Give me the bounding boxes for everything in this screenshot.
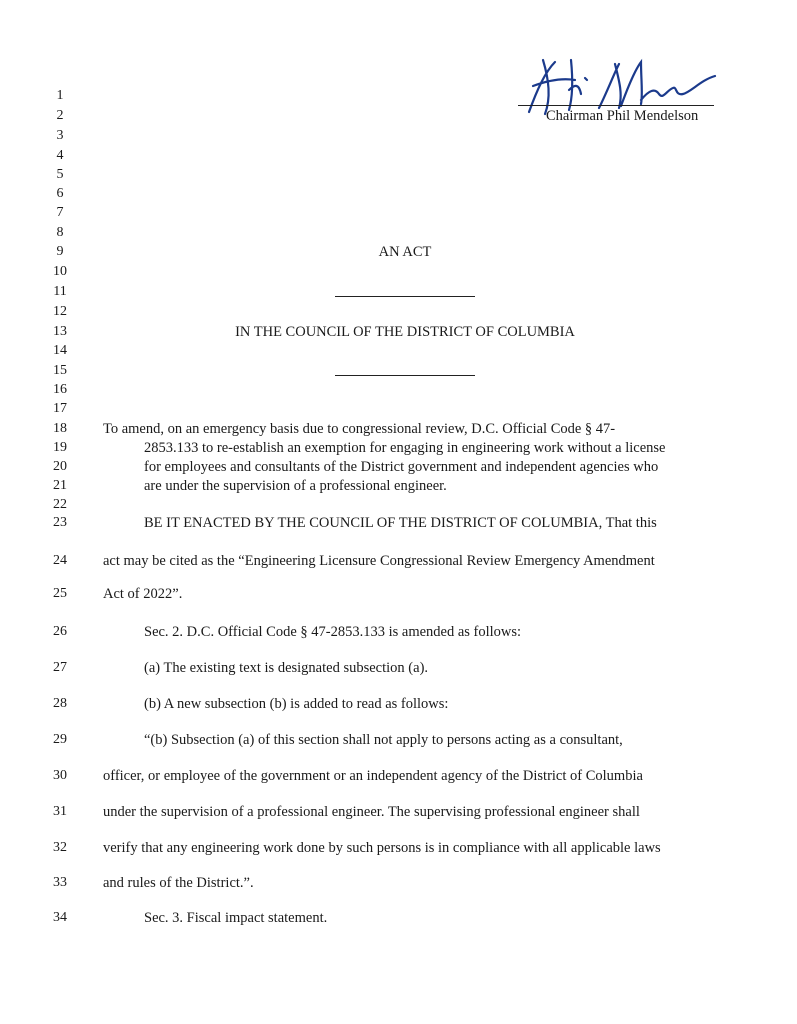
- line-number: 28: [53, 696, 67, 711]
- line-number: 16: [53, 382, 67, 397]
- line-number: 8: [56, 225, 64, 240]
- line-number: 12: [53, 304, 67, 319]
- signature-caption: Chairman Phil Mendelson: [546, 108, 699, 124]
- line-number: 1: [56, 88, 64, 103]
- line-number: 26: [53, 624, 67, 639]
- body-line: act may be cited as the “Engineering Licensure Congressional Review Emergency Amendment: [103, 553, 655, 569]
- line-number: 13: [53, 324, 67, 339]
- line-number: 18: [53, 421, 67, 436]
- body-line: Act of 2022”.: [103, 586, 183, 602]
- line-number: 3: [56, 128, 64, 143]
- section-heading: Sec. 2. D.C. Official Code § 47-2853.133 is amended as follows:: [144, 624, 522, 640]
- purpose-line: To amend, on an emergency basis due to congressional review, D.C. Official Code § 47-: [103, 421, 616, 437]
- header-rule: [335, 296, 475, 297]
- line-number: 2: [56, 108, 64, 123]
- line-number: 5: [56, 167, 64, 182]
- line-number: 25: [53, 586, 67, 601]
- purpose-line: 2853.133 to re-establish an exemption for engaging in engineering work without a license: [144, 440, 666, 456]
- body-line: (a) The existing text is designated subsection (a).: [144, 660, 429, 676]
- council-heading: IN THE COUNCIL OF THE DISTRICT OF COLUMBIA: [235, 324, 575, 340]
- line-number: 33: [53, 875, 67, 890]
- line-number: 22: [53, 497, 67, 512]
- line-number: 14: [53, 343, 67, 358]
- line-number: 6: [56, 186, 64, 201]
- line-number: 34: [53, 910, 67, 925]
- body-line: verify that any engineering work done by such persons is in compliance with all applicable laws: [103, 840, 661, 856]
- line-number: 20: [53, 459, 67, 474]
- line-number: 9: [56, 244, 64, 259]
- purpose-line: for employees and consultants of the District government and independent agencies who: [144, 459, 659, 475]
- body-line: and rules of the District.”.: [103, 875, 254, 891]
- line-number: 19: [53, 440, 67, 455]
- section-heading: Sec. 3. Fiscal impact statement.: [144, 910, 328, 926]
- purpose-line: are under the supervision of a professional engineer.: [144, 478, 447, 494]
- body-line: under the supervision of a professional engineer. The supervising professional engineer shall: [103, 804, 640, 820]
- header-rule: [335, 375, 475, 376]
- line-number: 21: [53, 478, 67, 493]
- signature-line: [518, 105, 714, 106]
- line-number: 24: [53, 553, 67, 568]
- body-line: (b) A new subsection (b) is added to read as follows:: [144, 696, 449, 712]
- line-number: 30: [53, 768, 67, 783]
- line-number: 4: [56, 148, 64, 163]
- line-number: 10: [53, 264, 67, 279]
- line-number: 23: [53, 515, 67, 530]
- act-title: AN ACT: [378, 244, 432, 260]
- line-number: 29: [53, 732, 67, 747]
- line-number: 17: [53, 401, 67, 416]
- line-number: 32: [53, 840, 67, 855]
- line-number: 11: [53, 284, 67, 299]
- body-line: “(b) Subsection (a) of this section shall not apply to persons acting as a consultant,: [144, 732, 623, 748]
- line-number: 7: [56, 205, 64, 220]
- body-line: officer, or employee of the government or an independent agency of the District of Columbia: [103, 768, 643, 784]
- enacting-clause: BE IT ENACTED BY THE COUNCIL OF THE DISTRICT OF COLUMBIA, That this: [144, 515, 657, 531]
- line-number: 27: [53, 660, 67, 675]
- line-number: 15: [53, 363, 67, 378]
- line-number: 31: [53, 804, 67, 819]
